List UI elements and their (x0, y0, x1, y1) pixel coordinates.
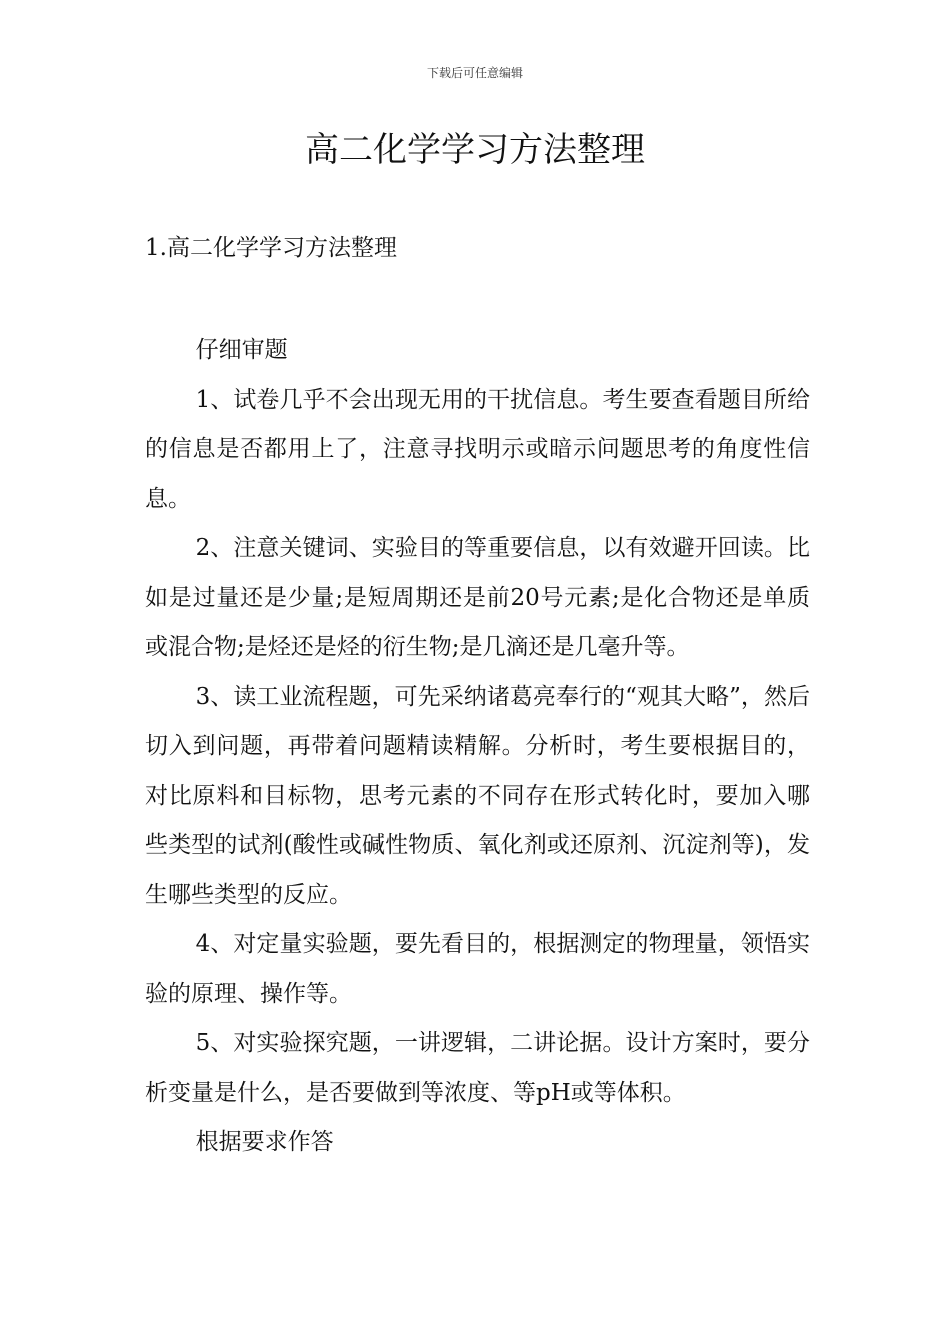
paragraph-item-2: 2、注意关键词、实验目的等重要信息，以有效避开回读。比如是过量还是少量;是短周期还是前20号元素;是化合物还是单质或混合物;是烃还是烃的衍生物;是几滴还是几毫升等。 (145, 535, 810, 660)
paragraph-answer-heading: 根据要求作答 (195, 1129, 334, 1155)
paragraph-item-5: 5、对实验探究题，一讲逻辑，二讲论据。设计方案时，要分析变量是什么，是否要做到等浓度、等pH或等体积。 (145, 1030, 810, 1106)
page-header-note: 下载后可任意编辑 (426, 66, 523, 80)
section-heading: 1.高二化学学习方法整理 (145, 235, 397, 261)
document-title: 高二化学学习方法整理 (305, 130, 645, 170)
paragraph-item-4: 4、对定量实验题，要先看目的，根据测定的物理量，领悟实验的原理、操作等。 (145, 931, 810, 1007)
paragraph-item-3: 3、读工业流程题，可先采纳诸葛亮奉行的“观其大略”，然后切入到问题，再带着问题精读精解。分析时，考生要根据目的，对比原料和目标物，思考元素的不同存在形式转化时，要加入哪些类型的试剂(酸性或碱性物质、氧化剂或还原剂、沉淀剂等)，发生哪些类型的反应。 (145, 683, 810, 908)
document-body (145, 326, 810, 1168)
paragraph-careful-reading: 仔细审题 (195, 337, 288, 363)
paragraph-item-1: 1、试卷几乎不会出现无用的干扰信息。考生要查看题目所给的信息是否都用上了，注意寻找明示或暗示问题思考的角度性信息。 (145, 386, 810, 512)
